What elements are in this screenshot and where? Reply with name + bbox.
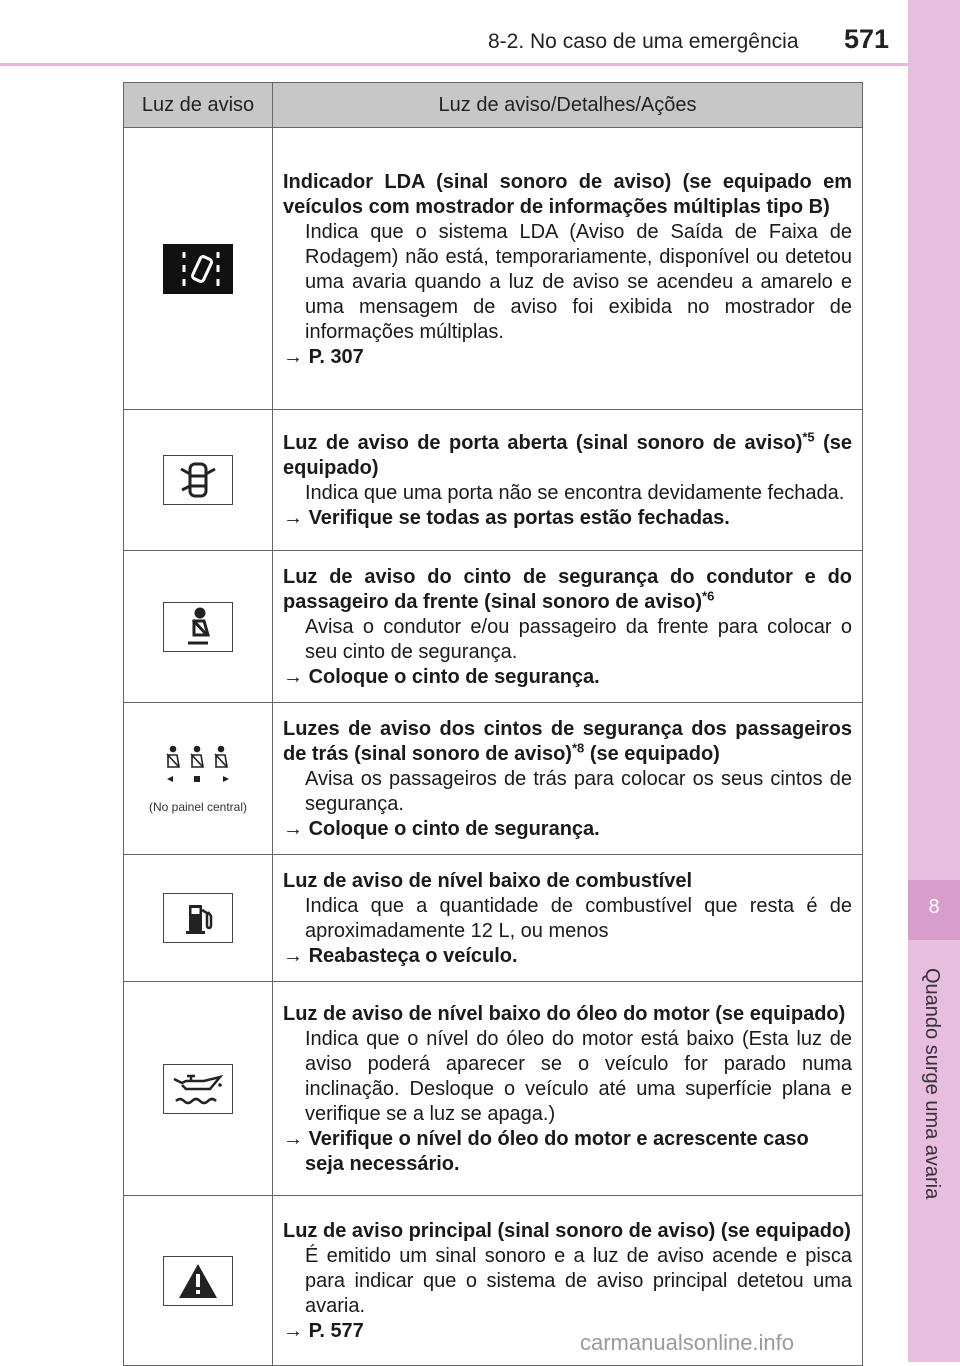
icon-caption: (No painel central) [148,800,248,814]
icon-cell [124,128,273,410]
light-title: Luz de aviso do cinto de segurança do condutor e do passageiro da frente (sinal sonoro de aviso)$^{*6}$ [283,566,852,613]
table-row [124,551,863,703]
icon-cell [124,1196,273,1366]
action-text: Reabasteça o veículo. [308,945,518,967]
arrow-icon: → [283,1320,303,1342]
warning-lights-table [123,82,863,1366]
action-text: Verifique o nível do óleo do motor e acrescente caso seja necessário. [305,1128,809,1175]
header-divider [0,63,908,66]
oil-can-icon [163,1064,233,1114]
table-row [124,855,863,982]
light-action [283,665,852,690]
icon-cell [124,410,273,551]
fuel-pump-icon [163,893,233,943]
light-action [283,817,852,842]
text-cell [273,855,863,982]
light-detail: Indica que o sistema LDA (Aviso de Saída de Faixa de Rodagem) não está, temporariamente, disponível ou detetou uma avaria quando a luz de aviso se acendeu a amarelo e uma mensagem de aviso foi exibida no mostrador de informações múltiplas. [305,220,852,343]
icon-cell [124,855,273,982]
action-text: Coloque o cinto de segurança. [308,818,600,840]
table-row [124,703,863,855]
text-cell [273,410,863,551]
text-cell [273,703,863,855]
light-action [283,506,852,531]
icon-cell [124,982,273,1196]
table-row [124,982,863,1196]
light-detail: Indica que a quantidade de combustível que resta é de aproximadamente 12 L, ou menos [305,895,852,942]
text-cell [273,551,863,703]
light-detail: Avisa o condutor e/ou passageiro da frente para colocar o seu cinto de segurança. [305,616,852,663]
action-text: P. 577 [308,1320,364,1342]
light-title: Indicador LDA (sinal sonoro de aviso) (se equipado em veículos com mostrador de informações múltiplas tipo B) [283,170,852,218]
chapter-number: 8 [928,896,940,918]
light-detail: Indica que o nível do óleo do motor está baixo (Esta luz de aviso poderá aparecer se o veículo for parado numa inclinação. Desloque o veículo até uma superfície plana e verifique se a luz se apaga.) [305,1028,852,1125]
arrow-icon: → [283,345,303,368]
action-text: P. 307 [308,345,364,368]
arrow-icon: → [283,507,303,529]
column-header-details: Luz de aviso/Detalhes/Ações [273,83,863,128]
table-header-row [124,83,863,128]
section-title: 8-2. No caso de uma emergência [488,30,799,53]
action-text: Coloque o cinto de segurança. [308,666,600,688]
arrow-icon: → [283,945,303,967]
light-action [283,345,852,370]
arrow-icon: → [283,666,303,688]
seatbelt-icon [163,602,233,652]
light-title: Luz de aviso de nível baixo de combustível [283,870,693,892]
light-detail: Avisa os passageiros de trás para colocar os seus cintos de segurança. [305,768,852,815]
watermark: carmanualsonline.info [580,1330,795,1355]
text-cell [273,982,863,1196]
light-action [283,1127,852,1177]
text-cell [273,128,863,410]
light-action [283,944,852,969]
page-header [0,0,960,64]
action-text: Verifique se todas as portas estão fechadas. [308,507,730,529]
light-detail: É emitido um sinal sonoro e a luz de aviso acende e pisca para indicar que o sistema de aviso principal detetou uma avaria. [305,1245,852,1317]
light-title: Luz de aviso de nível baixo do óleo do motor (se equipado) [283,1003,846,1025]
arrow-icon: → [283,818,303,840]
table-row [124,128,863,410]
table-row [124,410,863,551]
rear-seatbelts-icon [159,743,237,791]
light-detail: Indica que uma porta não se encontra devidamente fechada. [305,482,845,504]
lane-departure-icon [163,244,233,294]
master-warning-icon [163,1256,233,1306]
arrow-icon: → [283,1128,303,1150]
chapter-number-box [908,880,960,940]
light-title: Luz de aviso de porta aberta (sinal sonoro de aviso)$^{*5}$ (se equipado) [283,429,852,479]
icon-cell [124,703,273,855]
door-open-icon [163,455,233,505]
page-number: 571 [844,24,890,54]
icon-cell [124,551,273,703]
light-title: Luz de aviso principal (sinal sonoro de aviso) (se equipado) [283,1220,851,1242]
light-title: Luzes de aviso dos cintos de segurança dos passageiros de trás (sinal sonoro de aviso)$^{*8}$ (se equipado) [283,718,852,765]
chapter-title: Quando surge uma avaria [921,968,943,1200]
column-header-light: Luz de aviso [124,83,273,128]
